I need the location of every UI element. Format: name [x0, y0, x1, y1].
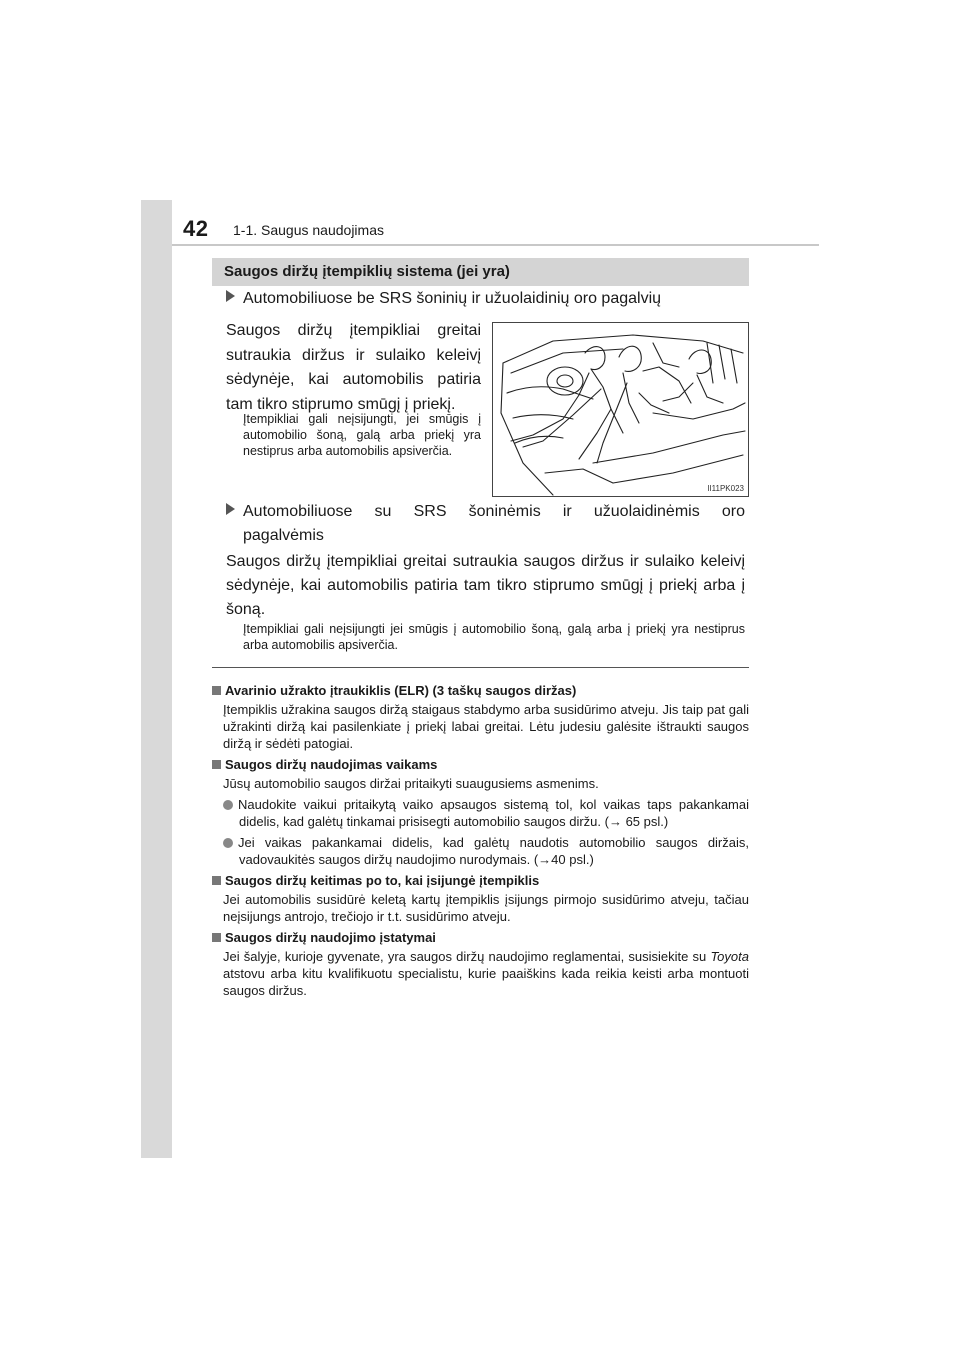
note-body: Jūsų automobilio saugos diržai pritaikyti suaugusiems asmenims. [223, 776, 599, 791]
note-body: Jei automobilis susidūrė keletą kartų įtempiklis įsijungs pirmojo susidūrimo atveju, tačiau neįsijungs antrojo, trečiojo ir t.t. susidūrimo atveju. [223, 892, 749, 924]
section-divider [212, 667, 749, 668]
variant-b-heading-line1: Automobiliuose su SRS šoninėmis ir užuolaidinėmis oro [243, 503, 745, 520]
bullet-item: Naudokite vaikui pritaikytą vaiko apsaugos sistemą tol, kol vaikas taps pakankamai didelis, kad galėtų tinkamai prisisegti automobilio saugos diržu. (→ 65 psl.) [212, 796, 749, 830]
variant-a-heading-text: Automobiliuose be SRS šoninių ir užuolaidinių oro pagalvių [243, 290, 662, 307]
section-title: Saugos diržų įtempiklių sistema (jei yra) [212, 258, 749, 286]
variant-b-paragraph: Saugos diržų įtempikliai greitai sutraukia saugos diržus ir sulaiko keleivį sėdynėje, kai automobilis patiria tam tikro stiprumo smūgį į priekį arba į šoną. [226, 553, 745, 618]
brand-name: Toyota [710, 949, 749, 964]
figure-code: II11PK023 [707, 484, 744, 493]
variant-b-heading-line2: pagalvėmis [243, 527, 324, 544]
note-heading: Saugos diržų keitimas po to, kai įsijungė įtempiklis [212, 872, 749, 889]
square-bullet-icon [212, 876, 221, 885]
variant-a-heading [226, 290, 661, 308]
variant-b-note: Įtempikliai gali neįsijungti jei smūgis į automobilio šoną, galą arba į priekį yra nestiprus arba automobilis apsiverčia. [243, 622, 745, 652]
square-bullet-icon [212, 933, 221, 942]
note-heading: Saugos diržų naudojimo įstatymai [212, 929, 749, 946]
notes-list [212, 678, 749, 999]
square-bullet-icon [212, 760, 221, 769]
page-number: 42 [183, 216, 209, 241]
triangle-bullet-icon [226, 290, 235, 302]
square-bullet-icon [212, 686, 221, 695]
note-heading: Avarinio užrakto įtraukiklis (ELR) (3 taškų saugos diržas) [212, 682, 749, 699]
note-heading: Saugos diržų naudojimas vaikams [212, 756, 749, 773]
circle-bullet-icon [223, 800, 233, 810]
side-margin-band [141, 200, 172, 1158]
seatbelt-pretensioner-illustration [492, 322, 749, 497]
section-breadcrumb: 1-1. Saugus naudojimas [233, 222, 384, 238]
variant-a-paragraph: Saugos diržų įtempikliai greitai sutraukia diržus ir sulaiko keleivį sėdynėje, kai automobilis patiria tam tikro stiprumo smūgį į priekį. [226, 322, 481, 413]
variant-b-heading [226, 500, 745, 548]
car-interior-drawing [493, 323, 748, 496]
triangle-bullet-icon [226, 503, 235, 515]
bullet-item: Jei vaikas pakankamai didelis, kad galėtų naudotis automobilio saugos diržais, vadovaukitės saugos diržų naudojimo nurodymais. (→40 psl.) [212, 834, 749, 868]
header-rule [172, 244, 819, 246]
circle-bullet-icon [223, 838, 233, 848]
note-body: Jei šalyje, kurioje gyvenate, yra saugos diržų naudojimo reglamentai, susisiekite su Toyota atstovu arba kitu kvalifikuotu specialistu, kurie paaiškins kada reikia keisti arba montuoti saugos diržus. [223, 949, 749, 998]
variant-a-note: Įtempikliai gali neįsijungti, jei smūgis į automobilio šoną, galą arba priekį yra nestiprus arba automobilis apsiverčia. [243, 412, 481, 458]
note-body: Įtempiklis užrakina saugos diržą staigaus stabdymo arba susidūrimo atveju. Jis taip pat gali užrakinti diržą kai pasilenkiate į priekį labai greitai. Lėtu judesiu galėsite ištraukti saugos diržą ir sėdėti patogiai. [223, 702, 749, 751]
